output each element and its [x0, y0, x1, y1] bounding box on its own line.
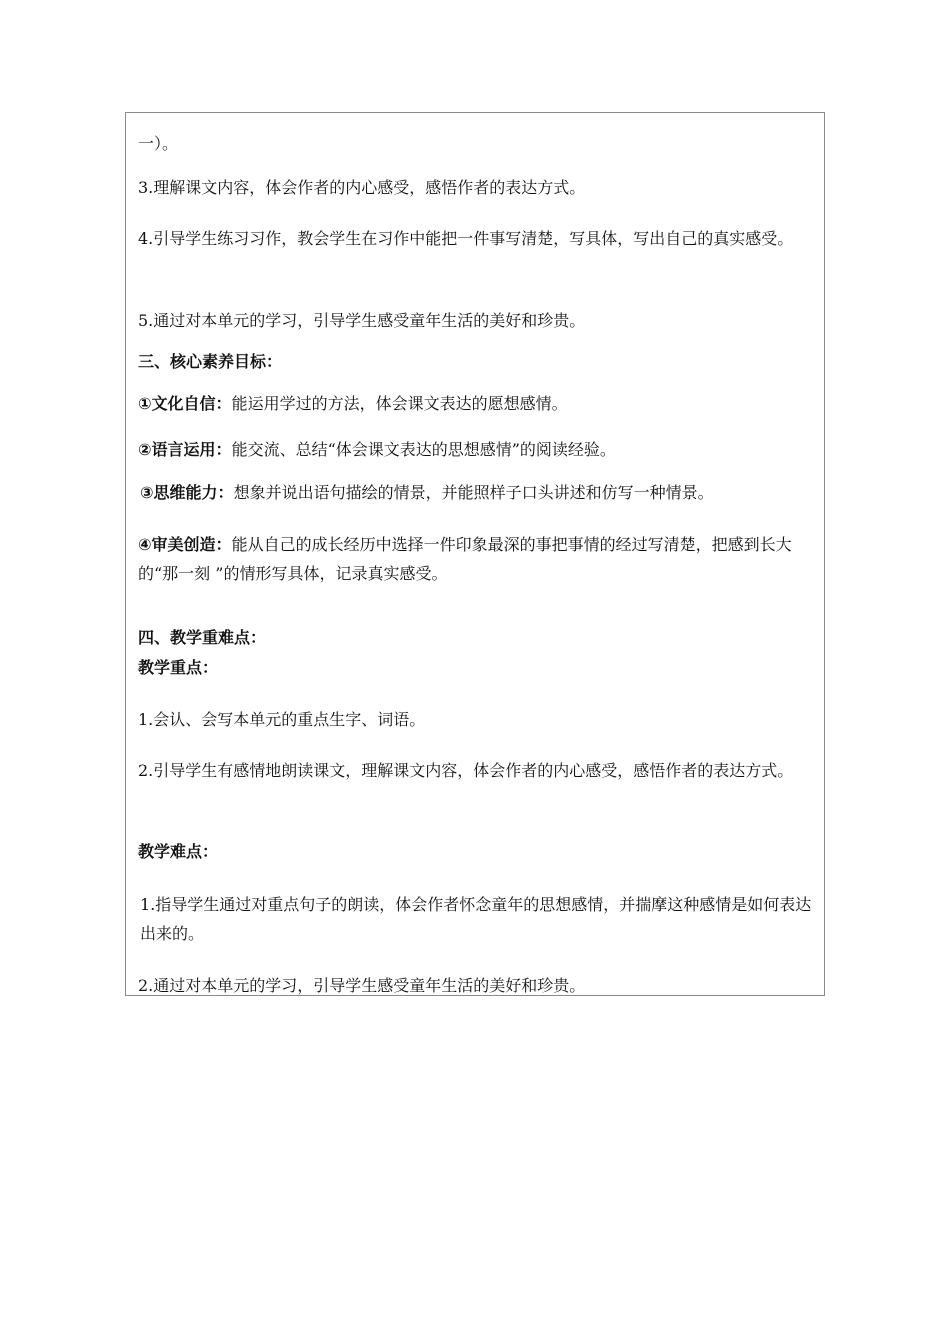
core-goal-1-label: ①文化自信：	[138, 394, 232, 413]
core-goal-2-label: ②语言运用：	[138, 440, 232, 459]
difficult-points-title: 教学难点：	[138, 842, 219, 861]
goal-3: 3.理解课文内容，体会作者的内心感受，感悟作者的表达方式。	[138, 178, 586, 197]
core-goal-1-text: 能运用学过的方法，体会课文表达的愿想感情。	[231, 394, 568, 413]
difficult-point-2: 2.通过对本单元的学习，引导学生感受童年生活的美好和珍贵。	[138, 976, 586, 995]
key-point-1: 1.会认、会写本单元的重点生字、词语。	[138, 710, 426, 729]
core-goal-3-text: 想象并说出语句描绘的情景，并能照样子口头讲述和仿写一种情景。	[233, 483, 714, 502]
goal-5: 5.通过对本单元的学习，引导学生感受童年生活的美好和珍贵。	[138, 311, 586, 330]
core-goal-2-text: 能交流、总结“体会课文表达的思想感情”的阅读经验。	[231, 440, 616, 459]
continuation-line: 一）。	[138, 134, 179, 153]
core-goal-4-label: ④审美创造：	[138, 535, 232, 554]
key-point-2: 2.引导学生有感情地朗读课文，理解课文内容，体会作者的内心感受，感悟作者的表达方式。	[138, 761, 794, 780]
document-box	[125, 112, 825, 996]
core-goal-4-text: 能从自己的成长经历中选择一件印象最深的事把事情的经过写清楚，把感到长大的“那一刻 ”的情形写具体，记录真实感受。	[138, 535, 792, 583]
core-goal-4	[138, 530, 810, 588]
core-goal-1	[138, 389, 568, 418]
goal-4: 4.引导学生练习习作，教会学生在习作中能把一件事写清楚，写具体，写出自己的真实感受。	[138, 229, 794, 248]
section-3-title: 三、核心素养目标：	[138, 352, 283, 371]
core-goal-3	[140, 478, 714, 507]
core-goal-2	[138, 435, 616, 464]
core-goal-3-label: ③思维能力：	[140, 483, 234, 502]
key-points-title: 教学重点：	[138, 658, 219, 677]
difficult-point-1: 1.指导学生通过对重点句子的朗读，体会作者怀念童年的思想感情，并揣摩这种感情是如何表达出来的。	[140, 895, 812, 943]
section-4-title: 四、教学重难点：	[138, 628, 267, 647]
